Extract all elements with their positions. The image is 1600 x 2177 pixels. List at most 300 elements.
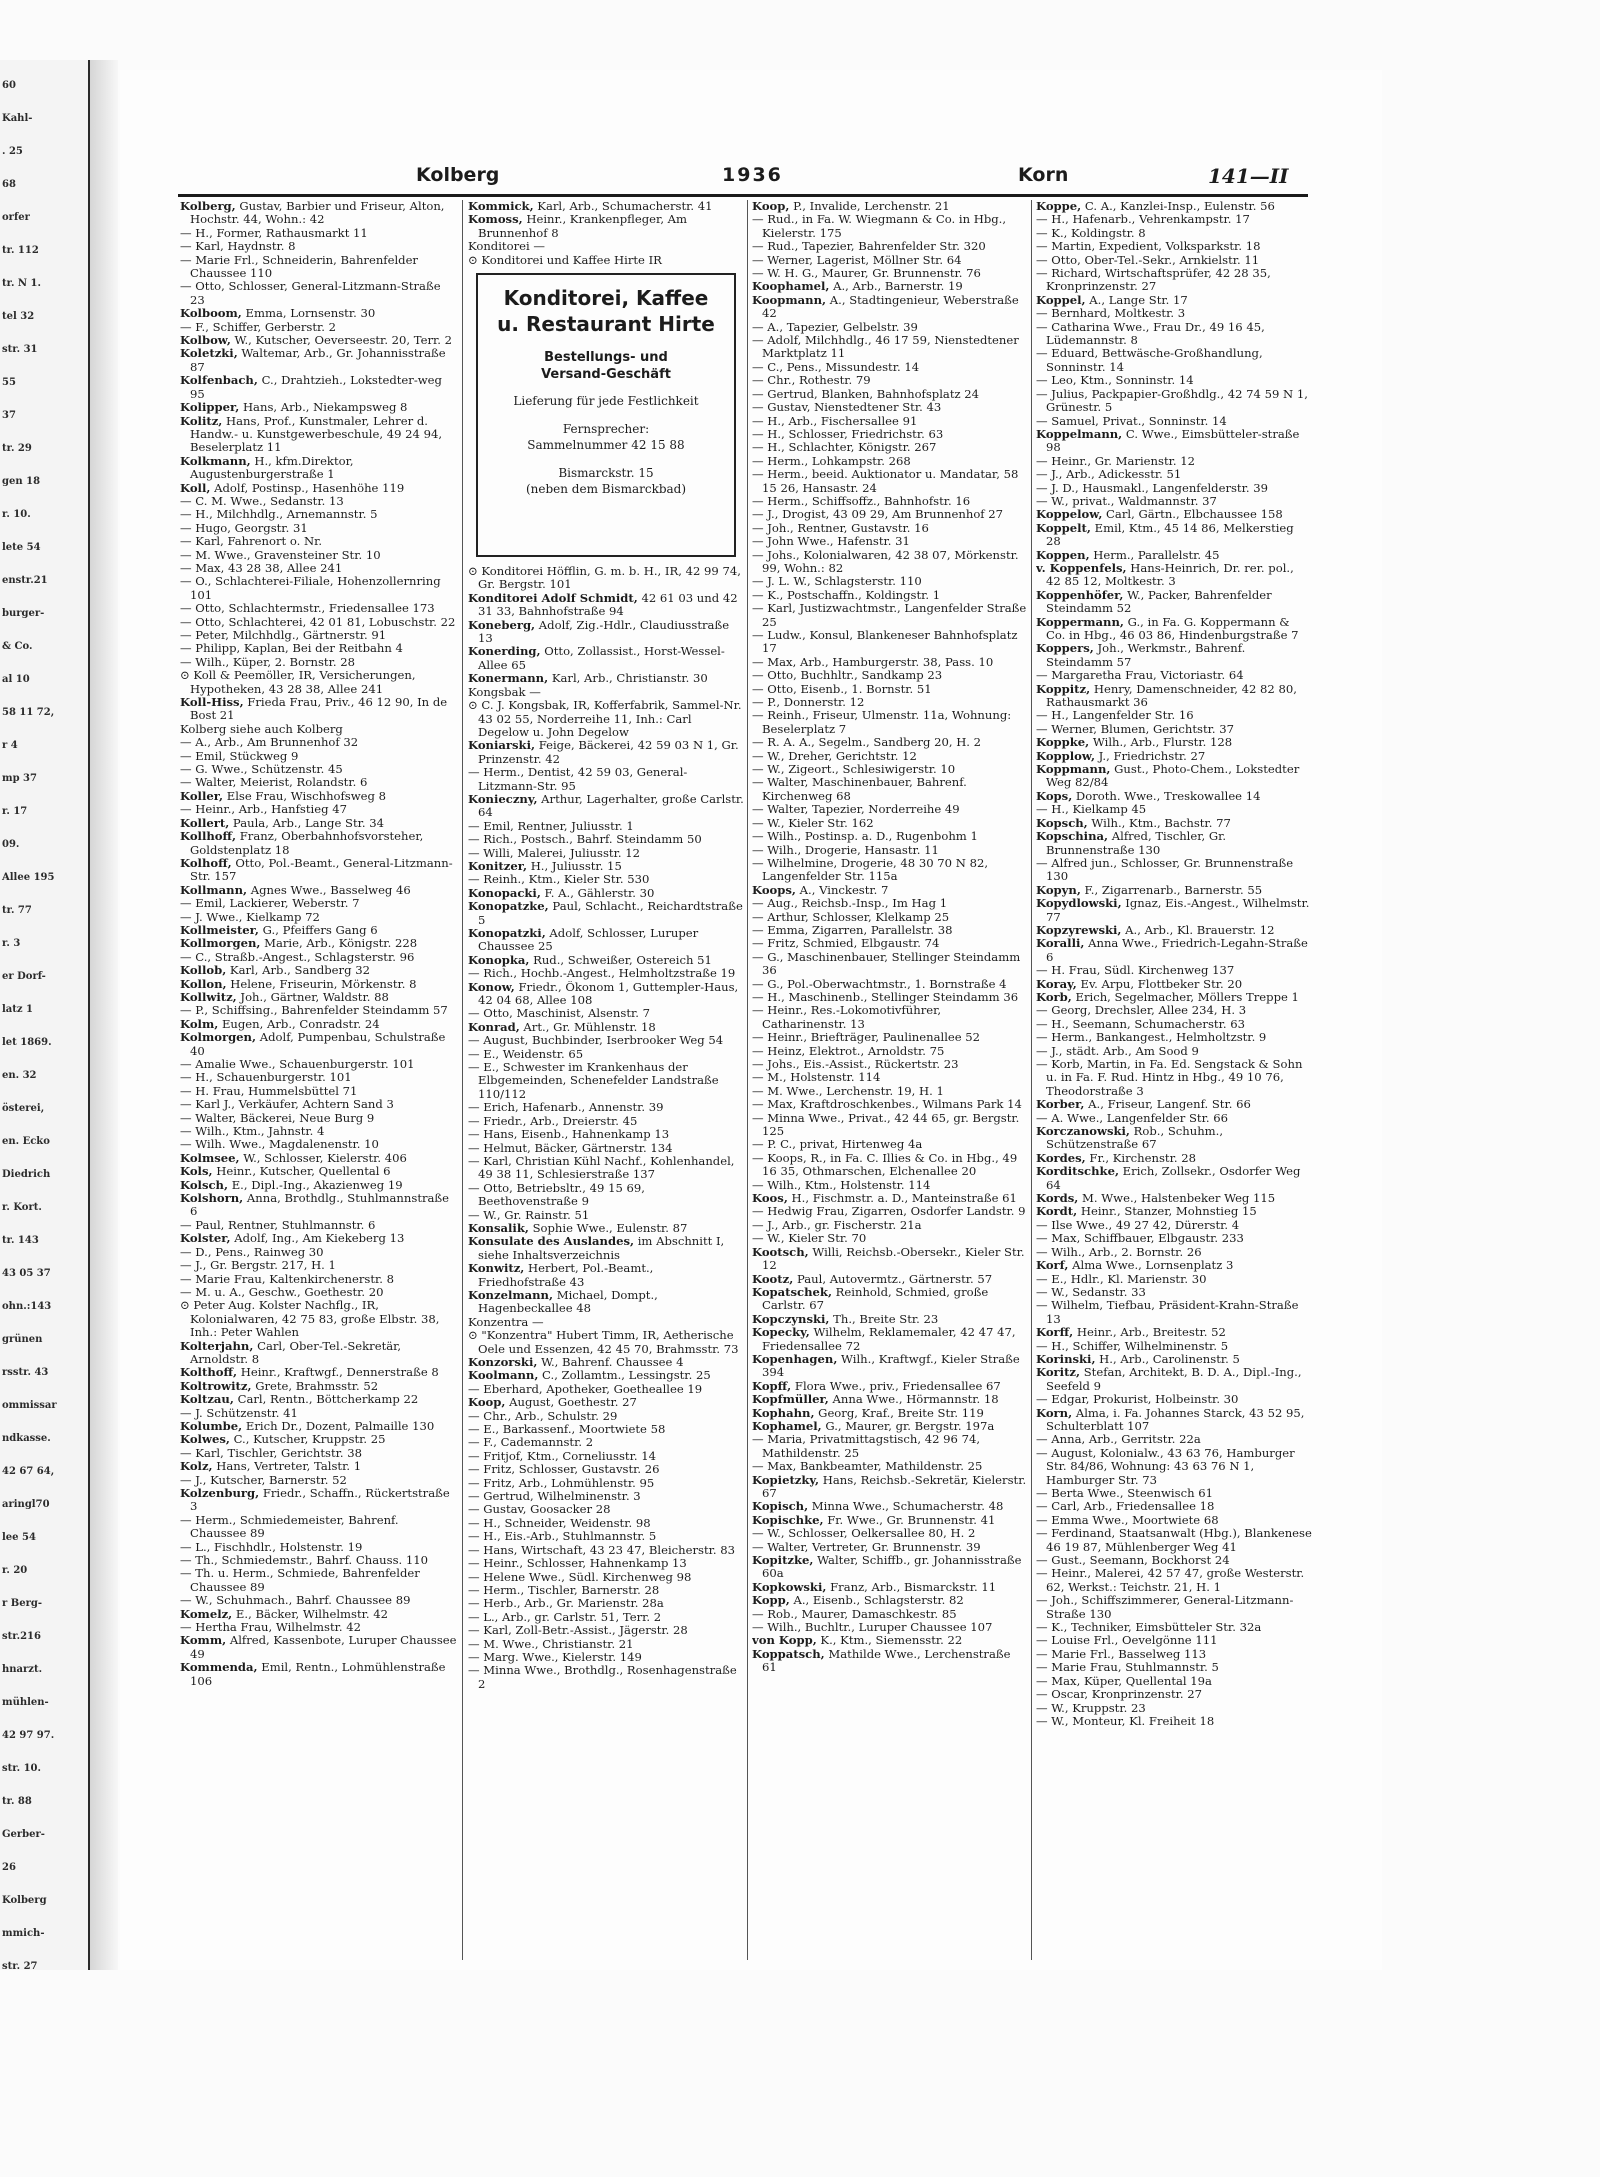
directory-entry: — Karl, Christian Kühl Nachf., Kohlenhandel, 49 38 11, Schlesierstraße 137 bbox=[468, 1154, 735, 1182]
directory-entry: — W., Sedanstr. 33 bbox=[1036, 1285, 1146, 1299]
directory-entry: Kolkmann, H., kfm.Direktor, Augustenburgerstraße 1 bbox=[180, 454, 354, 482]
directory-entry: — Heinr., Res.-Lokomotivführer, Catharinenstr. 13 bbox=[752, 1004, 942, 1031]
facing-page-text-fragment: Allee 195 bbox=[2, 872, 55, 883]
facing-page-text-fragment: 60 bbox=[2, 80, 16, 91]
directory-entry: Konopka, Rud., Schweißer, Ostereich 51 bbox=[468, 953, 712, 967]
facing-page-text-fragment: Kolberg bbox=[2, 1895, 47, 1906]
directory-entry: — Eberhard, Apotheker, Goetheallee 19 bbox=[468, 1382, 703, 1396]
directory-entry: Kopzyrewski, A., Arb., Kl. Brauerstr. 12 bbox=[1036, 923, 1275, 937]
directory-entry: — Gustav, Goosacker 28 bbox=[468, 1503, 611, 1517]
directory-entry: — W., Zigeort., Schlesiwigerstr. 10 bbox=[752, 763, 956, 777]
directory-entry: — Rob., Maurer, Damaschkestr. 85 bbox=[752, 1607, 957, 1621]
directory-entry: — Herm., beeid. Auktionator u. Mandatar, 58 15 26, Hansastr. 24 bbox=[752, 468, 1019, 495]
directory-entry: — Arthur, Schlosser, Klelkamp 25 bbox=[752, 910, 950, 924]
directory-entry: — H., Schlosser, Friedrichstr. 63 bbox=[752, 427, 944, 441]
directory-column-1 bbox=[180, 200, 458, 1960]
directory-entry: — Louise Frl., Oevelgönne 111 bbox=[1036, 1634, 1218, 1648]
directory-entry: Konditorei — bbox=[468, 240, 545, 254]
directory-entry: ⊙ C. J. Kongsbak, IR, Kofferfabrik, Sammel-Nr. 43 02 55, Norderreihe 11, Inh.: Carl Degelow u. John Degelow bbox=[468, 699, 742, 739]
directory-entry: — Rud., in Fa. W. Wiegmann & Co. in Hbg., Kielerstr. 175 bbox=[752, 213, 1007, 240]
facing-page-text-fragment: r. 17 bbox=[2, 806, 28, 817]
directory-entry: — Martin, Expedient, Volksparkstr. 18 bbox=[1036, 240, 1261, 254]
directory-entry: Kops, Doroth. Wwe., Treskowallee 14 bbox=[1036, 789, 1261, 803]
directory-entry: — W., Dreher, Gerichtstr. 12 bbox=[752, 749, 917, 763]
directory-entry: Kollhoff, Franz, Oberbahnhofsvorsteher, Goldstenplatz 18 bbox=[180, 830, 424, 857]
directory-entry: — Th., Schmiedemstr., Bahrf. Chauss. 110 bbox=[180, 1554, 429, 1568]
directory-entry: — W., Kieler Str. 162 bbox=[752, 816, 874, 830]
directory-entry: — A., Tapezier, Gelbelstr. 39 bbox=[752, 320, 918, 334]
column-divider bbox=[462, 200, 463, 1960]
directory-entry: — Amalie Wwe., Schauenburgerstr. 101 bbox=[180, 1058, 415, 1071]
directory-entry: — Karl, Haydnstr. 8 bbox=[180, 240, 296, 254]
directory-entry: — W., Kruppstr. 23 bbox=[1036, 1701, 1146, 1715]
directory-entry: — Herm., Tischler, Barnerstr. 28 bbox=[468, 1583, 660, 1597]
advertisement-box bbox=[476, 273, 736, 557]
directory-entry: Koltrowitz, Grete, Brahmsstr. 52 bbox=[180, 1379, 379, 1393]
ad-phone-number: Sammelnummer 42 15 88 bbox=[527, 438, 685, 453]
book-gutter bbox=[90, 60, 118, 1970]
directory-entry: — K., Techniker, Eimsbütteler Str. 32a bbox=[1036, 1621, 1262, 1635]
directory-entry: — P. C., privat, Hirtenweg 4a bbox=[752, 1138, 923, 1152]
directory-entry: — H. Frau, Hummelsbüttel 71 bbox=[180, 1084, 358, 1098]
directory-entry: Konopatzke, Paul, Schlacht., Reichardtstraße 5 bbox=[468, 900, 743, 927]
facing-page-text-fragment: hnarzt. bbox=[2, 1664, 43, 1675]
directory-entry: Kolster, Adolf, Ing., Am Kiekeberg 13 bbox=[180, 1232, 405, 1246]
directory-entry: — Fritz, Schmied, Elbgaustr. 74 bbox=[752, 937, 940, 951]
directory-entry: — H., Schneider, Weidenstr. 98 bbox=[468, 1516, 651, 1530]
directory-entry: Kophamel, G., Maurer, gr. Bergstr. 197a bbox=[752, 1419, 995, 1433]
directory-entry: Kolzenburg, Friedr., Schaffn., Rückertstraße 3 bbox=[180, 1487, 450, 1514]
facing-page-text-fragment: Gerber- bbox=[2, 1829, 45, 1840]
directory-entry: — W., Schuhmach., Bahrf. Chaussee 89 bbox=[180, 1594, 411, 1608]
directory-entry: Kopczynski, Th., Breite Str. 23 bbox=[752, 1312, 939, 1326]
directory-entry: — Aug., Reichsb.-Insp., Im Hag 1 bbox=[752, 897, 948, 911]
directory-entry: — H., Kielkamp 45 bbox=[1036, 803, 1147, 817]
directory-entry: Koniarski, Feige, Bäckerei, 42 59 03 N 1, Gr. Prinzenstr. 42 bbox=[468, 739, 739, 766]
directory-entry: — H., Schiffer, Wilhelminenstr. 5 bbox=[1036, 1339, 1229, 1353]
directory-entry: Koppitz, Henry, Damenschneider, 42 82 80, Rathausmarkt 36 bbox=[1036, 682, 1297, 710]
facing-page-text-fragment: latz 1 bbox=[2, 1004, 34, 1015]
directory-entry: Kolm, Eugen, Arb., Conradstr. 24 bbox=[180, 1017, 380, 1031]
directory-entry: Kollwitz, Joh., Gärtner, Waldstr. 88 bbox=[180, 990, 389, 1004]
directory-entry: ⊙ Konditorei Höfflin, G. m. b. H., IR, 42 99 74, Gr. Bergstr. 101 bbox=[468, 565, 741, 592]
facing-page-text-fragment: burger- bbox=[2, 608, 45, 619]
directory-entry: Kolberg siehe auch Kolberg bbox=[180, 722, 343, 736]
directory-entry: — Carl, Arb., Friedensallee 18 bbox=[1036, 1500, 1215, 1514]
directory-entry: Kopff, Flora Wwe., priv., Friedensallee 67 bbox=[752, 1379, 1001, 1393]
facing-page-text-fragment: ohn.:143 bbox=[2, 1301, 52, 1312]
directory-entry: — Otto, Buchhltr., Sandkamp 23 bbox=[752, 669, 943, 683]
directory-entry: — Herm., Schiffsoffz., Bahnhofstr. 16 bbox=[752, 494, 971, 508]
directory-entry: Konow, Friedr., Ökonom 1, Guttempler-Haus, 42 04 68, Allee 108 bbox=[468, 980, 739, 1008]
directory-entry: von Kopp, K., Ktm., Siemensstr. 22 bbox=[752, 1634, 963, 1648]
directory-entry: — Karl, Fahrenort o. Nr. bbox=[180, 535, 323, 549]
directory-entry: Konopatzki, Adolf, Schlosser, Luruper Chaussee 25 bbox=[468, 927, 699, 954]
facing-page-text-fragment: ndkasse. bbox=[2, 1433, 51, 1444]
directory-entry: — Otto, Schlosser, General-Litzmann-Straße 23 bbox=[180, 280, 441, 307]
directory-entry: — Wilh., Küper, 2. Bornstr. 28 bbox=[180, 655, 355, 669]
ad-tagline: Lieferung für jede Festlichkeit bbox=[513, 394, 699, 409]
directory-entry: Kopyn, F., Zigarrenarb., Barnerstr. 55 bbox=[1036, 883, 1263, 897]
facing-page-text-fragment: 42 97 97. bbox=[2, 1730, 55, 1741]
facing-page-text-fragment: tr. 112 bbox=[2, 245, 39, 256]
directory-entry: Kootsch, Willi, Reichsb.-Obersekr., Kieler Str. 12 bbox=[752, 1245, 1025, 1273]
directory-entry: — Erich, Hafenarb., Annenstr. 39 bbox=[468, 1101, 664, 1115]
directory-entry: — Otto, Schlachterei, 42 01 81, Lobuschstr. 22 bbox=[180, 615, 456, 629]
facing-page-text-fragment: ommissar bbox=[2, 1400, 57, 1411]
directory-entry: — Herm., Lohkampstr. 268 bbox=[752, 454, 911, 468]
facing-page-text-fragment: mp 37 bbox=[2, 773, 37, 784]
directory-entry: — H., Arb., Fischersallee 91 bbox=[752, 414, 918, 428]
directory-entry: — H. Frau, Südl. Kirchenweg 137 bbox=[1036, 964, 1235, 978]
directory-entry: Koppelmann, C. Wwe., Eimsbütteler-straße 98 bbox=[1036, 427, 1300, 455]
directory-entry: — Ferdinand, Staatsanwalt (Hbg.), Blankenese 46 19 87, Mühlenberger Weg 41 bbox=[1036, 1527, 1312, 1554]
directory-entry: — Willi, Malerei, Juliusstr. 12 bbox=[468, 846, 640, 860]
directory-column-3 bbox=[752, 200, 1028, 1960]
directory-entry: Kophahn, Georg, Kraf., Breite Str. 119 bbox=[752, 1406, 984, 1420]
directory-entry: — W., Gr. Rainstr. 51 bbox=[468, 1208, 590, 1222]
directory-entry: Kolipper, Hans, Arb., Niekampsweg 8 bbox=[180, 401, 408, 415]
directory-entry: — Hans, Wirtschaft, 43 23 47, Bleicherstr. 83 bbox=[468, 1543, 736, 1557]
facing-page-text-fragment: en. 32 bbox=[2, 1070, 37, 1081]
directory-entry: Kopietzky, Hans, Reichsb.-Sekretär, Kielerstr. 67 bbox=[752, 1473, 1027, 1500]
facing-page-text-fragment: er Dorf- bbox=[2, 971, 46, 982]
facing-page-text-fragment: gen 18 bbox=[2, 476, 41, 487]
directory-entry: — H., Langenfelder Str. 16 bbox=[1036, 709, 1194, 723]
directory-entry: Koppke, Wilh., Arb., Flurstr. 128 bbox=[1036, 736, 1233, 750]
directory-entry: Kolboom, Emma, Lornsenstr. 30 bbox=[180, 307, 376, 321]
column-divider bbox=[1031, 200, 1032, 1960]
directory-entry: ⊙ Peter Aug. Kolster Nachflg., IR, Kolonialwaren, 42 75 83, große Elbstr. 38, Inh.: Peter Wahlen bbox=[180, 1299, 440, 1340]
directory-entry: Kolshorn, Anna, Brothdlg., Stuhlmannstraße 6 bbox=[180, 1192, 450, 1219]
facing-page-text-fragment: let 1869. bbox=[2, 1037, 52, 1048]
directory-entry: — Rud., Tapezier, Bahrenfelder Str. 320 bbox=[752, 240, 986, 254]
directory-entry: Koralli, Anna Wwe., Friedrich-Legahn-Straße 6 bbox=[1036, 937, 1308, 964]
directory-entry: Kordes, Fr., Kirchenstr. 28 bbox=[1036, 1151, 1196, 1165]
directory-entry: Kollmorgen, Marie, Arb., Königstr. 228 bbox=[180, 937, 418, 951]
directory-entry: — John Wwe., Hafenstr. 31 bbox=[752, 535, 910, 549]
facing-page-text-fragment: 55 bbox=[2, 377, 16, 388]
directory-entry: — Karl, Zoll-Betr.-Assist., Jägerstr. 28 bbox=[468, 1624, 688, 1638]
directory-entry: — Philipp, Kaplan, Bei der Reitbahn 4 bbox=[180, 642, 403, 656]
directory-entry: — Herm., Schmiedemeister, Bahrenf. Chaussee 89 bbox=[180, 1513, 399, 1541]
directory-entry: — K., Postschaffn., Koldingstr. 1 bbox=[752, 588, 941, 602]
directory-entry: — Chr., Arb., Schulstr. 29 bbox=[468, 1409, 618, 1423]
column-divider bbox=[747, 200, 748, 1960]
directory-entry: — K., Koldingstr. 8 bbox=[1036, 226, 1146, 240]
ad-address-note: (neben dem Bismarckbad) bbox=[525, 482, 687, 497]
facing-page-text-fragment: 58 11 72, bbox=[2, 707, 55, 718]
directory-entry: — J., Kutscher, Barnerstr. 52 bbox=[180, 1473, 347, 1487]
directory-entry: Koppelow, Carl, Gärtn., Elbchaussee 158 bbox=[1036, 508, 1283, 522]
directory-entry: — Chr., Rothestr. 79 bbox=[752, 374, 871, 388]
directory-entry: — August, Kolonialw., 43 63 76, Hamburger Str. 84/86, Wohnung: 43 63 76 N 1, Hamburger Str. 73 bbox=[1036, 1446, 1295, 1487]
page-number: 141—II bbox=[1208, 164, 1289, 188]
facing-page-text-fragment: aringl70 bbox=[2, 1499, 50, 1510]
directory-entry: Korn, Alma, i. Fa. Johannes Starck, 43 52 95, Schulterblatt 107 bbox=[1036, 1406, 1305, 1433]
directory-entry: — H., Hafenarb., Vehrenkampstr. 17 bbox=[1036, 213, 1250, 227]
directory-entry: Kolz, Hans, Vertreter, Talstr. 1 bbox=[180, 1460, 362, 1474]
directory-entry: — G., Maschinenbauer, Stellinger Steindamm 36 bbox=[752, 950, 1021, 978]
directory-entry: — Otto, Eisenb., 1. Bornstr. 51 bbox=[752, 682, 932, 696]
facing-page-text-fragment: r. 20 bbox=[2, 1565, 28, 1576]
directory-entry: Konsulate des Auslandes, im Abschnitt I, siehe Inhaltsverzeichnis bbox=[468, 1235, 725, 1262]
facing-page-text-fragment: tel 32 bbox=[2, 311, 35, 322]
directory-entry: — Walter, Maschinenbauer, Bahrenf. Kirchenweg 68 bbox=[752, 776, 967, 803]
directory-entry: Koop, August, Goethestr. 27 bbox=[468, 1396, 637, 1410]
directory-entry: — Bernhard, Moltkestr. 3 bbox=[1036, 307, 1186, 321]
directory-entry: — Joh., Rentner, Gustavstr. 16 bbox=[752, 521, 929, 535]
directory-entry: — Koops, R., in Fa. C. Illies & Co. in Hbg., 49 16 35, Othmarschen, Elchenallee 20 bbox=[752, 1151, 1018, 1179]
directory-entry: — M. Wwe., Lerchenstr. 19, H. 1 bbox=[752, 1084, 944, 1098]
directory-entry: ⊙ Konditorei und Kaffee Hirte IR bbox=[468, 253, 662, 267]
directory-entry: — J., Gr. Bergstr. 217, H. 1 bbox=[180, 1259, 336, 1273]
directory-entry: — Marie Frau, Stuhlmannstr. 5 bbox=[1036, 1661, 1219, 1675]
directory-entry: Kolumbe, Erich Dr., Dozent, Palmaille 130 bbox=[180, 1419, 435, 1433]
directory-entry: — J., Arb., Adickesstr. 51 bbox=[1036, 468, 1182, 482]
directory-entry: — H., Milchhdlg., Arnemannstr. 5 bbox=[180, 508, 378, 522]
directory-entry: Korinski, H., Arb., Carolinenstr. 5 bbox=[1036, 1352, 1240, 1366]
facing-page-text-fragment: rsstr. 43 bbox=[2, 1367, 49, 1378]
directory-entry: — Samuel, Privat., Sonninstr. 14 bbox=[1036, 414, 1227, 428]
directory-entry: — J., Arb., gr. Fischerstr. 21a bbox=[752, 1218, 922, 1232]
facing-page-text-fragment: tr. 88 bbox=[2, 1796, 32, 1807]
directory-entry: — Max, Küper, Quellental 19a bbox=[1036, 1674, 1212, 1688]
directory-entry: Korb, Erich, Segelmacher, Möllers Treppe 1 bbox=[1036, 990, 1299, 1004]
directory-entry: Kolhoff, Otto, Pol.-Beamt., General-Litzmann-Str. 157 bbox=[180, 856, 453, 884]
facing-page-text-fragment: lee 54 bbox=[2, 1532, 36, 1543]
directory-entry: — C., Straßb.-Angest., Schlagsterstr. 96 bbox=[180, 950, 415, 964]
facing-page-text-fragment: str.216 bbox=[2, 1631, 41, 1642]
directory-entry: — Emil, Lackierer, Weberstr. 7 bbox=[180, 897, 360, 911]
directory-entry: — M. u. A., Geschw., Goethestr. 20 bbox=[180, 1285, 384, 1299]
directory-entry: — E., Schwester im Krankenhaus der Elbgemeinden, Schenefelder Landstraße 110/112 bbox=[468, 1061, 719, 1101]
directory-entry: — Herm., Bankangest., Helmholtzstr. 9 bbox=[1036, 1031, 1267, 1045]
directory-entry: ⊙ Koll & Peemöller, IR, Versicherungen, Hypotheken, 43 28 38, Allee 241 bbox=[180, 669, 416, 696]
facing-page-text-fragment: 68 bbox=[2, 179, 16, 190]
ad-title-line-2: u. Restaurant Hirte bbox=[497, 312, 715, 337]
directory-entry: — Walter, Meierist, Rolandstr. 6 bbox=[180, 776, 368, 790]
directory-entry: — H., Schauenburgerstr. 101 bbox=[180, 1071, 352, 1085]
directory-entry: — Herm., Dentist, 42 59 03, General-Litzmann-Str. 95 bbox=[468, 766, 688, 793]
facing-page-text-fragment: r. 10. bbox=[2, 509, 31, 520]
facing-page-fragment bbox=[0, 60, 90, 1970]
directory-entry: — Heinr., Gr. Marienstr. 12 bbox=[1036, 454, 1196, 468]
directory-entry: — F., Schiffer, Gerberstr. 2 bbox=[180, 320, 337, 334]
directory-entry: Kolfenbach, C., Drahtzieh., Lokstedter-weg 95 bbox=[180, 374, 442, 401]
directory-entry: Konrad, Art., Gr. Mühlenstr. 18 bbox=[468, 1020, 656, 1034]
directory-entry: Koppermann, G., in Fa. G. Koppermann & Co. in Hbg., 46 03 86, Hindenburgstraße 7 bbox=[1036, 615, 1299, 642]
directory-entry: — Max, Arb., Hamburgerstr. 38, Pass. 10 bbox=[752, 655, 994, 669]
directory-entry: — Paul, Rentner, Stuhlmannstr. 6 bbox=[180, 1218, 376, 1232]
directory-entry: — Emma, Zigarren, Parallelstr. 38 bbox=[752, 923, 953, 937]
directory-entry: Kongsbak — bbox=[468, 685, 541, 699]
directory-entry: Kommenda, Emil, Rentn., Lohmühlenstraße 106 bbox=[180, 1661, 446, 1688]
directory-entry: Kommick, Karl, Arb., Schumacherstr. 41 bbox=[468, 200, 713, 213]
directory-entry: — Wilh., Drogerie, Hansastr. 11 bbox=[752, 843, 939, 857]
ad-phone-label: Fernsprecher: bbox=[562, 422, 650, 437]
directory-entry: Kopkowski, Franz, Arb., Bismarckstr. 11 bbox=[752, 1580, 997, 1594]
directory-entry: — Georg, Drechsler, Allee 234, H. 3 bbox=[1036, 1004, 1247, 1018]
directory-entry: Kopfmüller, Anna Wwe., Hörmannstr. 18 bbox=[752, 1393, 999, 1407]
directory-entry: — Anna, Arb., Gerritstr. 22a bbox=[1036, 1433, 1201, 1447]
directory-entry: Komoss, Heinr., Krankenpfleger, Am Brunnenhof 8 bbox=[468, 213, 688, 240]
facing-page-text-fragment: 37 bbox=[2, 410, 16, 421]
directory-entry: Kopplow, J., Friedrichstr. 27 bbox=[1036, 749, 1206, 763]
directory-entry: — C., Pens., Missundestr. 14 bbox=[752, 360, 920, 374]
directory-entry: — Adolf, Milchhdlg., 46 17 59, Nienstedtener Marktplatz 11 bbox=[752, 334, 1019, 361]
directory-entry: Koppmann, Gust., Photo-Chem., Lokstedter Weg 82/84 bbox=[1036, 763, 1300, 790]
directory-entry: — Otto, Maschinist, Alsenstr. 7 bbox=[468, 1007, 650, 1021]
directory-entry: — M., Holstenstr. 114 bbox=[752, 1071, 881, 1085]
ad-subtitle-line-2: Versand-Geschäft bbox=[541, 367, 671, 383]
directory-entry: Koops, A., Vinckestr. 7 bbox=[752, 883, 889, 897]
directory-entry: — Johs., Kolonialwaren, 42 38 07, Mörkenstr. 99, Wohn.: 82 bbox=[752, 548, 1019, 575]
directory-entry: — C. M. Wwe., Sedanstr. 13 bbox=[180, 494, 344, 508]
header-right-word: Korn bbox=[1018, 164, 1069, 186]
directory-entry: Kolmsee, W., Schlosser, Kielerstr. 406 bbox=[180, 1151, 407, 1165]
directory-entry: Kolthoff, Heinr., Kraftwgf., Dennerstraße 8 bbox=[180, 1366, 439, 1380]
facing-page-text-fragment: 09. bbox=[2, 839, 20, 850]
directory-entry: Koller, Else Frau, Wischhofsweg 8 bbox=[180, 789, 387, 803]
facing-page-text-fragment: r. Kort. bbox=[2, 1202, 42, 1213]
facing-page-text-fragment: al 10 bbox=[2, 674, 30, 685]
directory-entry: — W. H. G., Maurer, Gr. Brunnenstr. 76 bbox=[752, 267, 981, 281]
directory-entry: Kols, Heinr., Kutscher, Quellental 6 bbox=[180, 1165, 391, 1179]
directory-entry: — H., Eis.-Arb., Stuhlmannstr. 5 bbox=[468, 1530, 657, 1544]
directory-entry: Koop, P., Invalide, Lerchenstr. 21 bbox=[752, 200, 950, 213]
directory-entry: — Heinz, Elektrot., Arnoldstr. 75 bbox=[752, 1044, 945, 1058]
directory-column-4 bbox=[1036, 200, 1312, 1960]
directory-entry: — Heinr., Arb., Hanfstieg 47 bbox=[180, 803, 347, 817]
directory-entry: Komelz, E., Bäcker, Wilhelmstr. 42 bbox=[180, 1607, 389, 1621]
directory-entry: — Margaretha Frau, Victoriastr. 64 bbox=[1036, 669, 1244, 683]
directory-entry: Kopydlowski, Ignaz, Eis.-Angest., Wilhelmstr. 77 bbox=[1036, 897, 1310, 924]
directory-entry: Koltzau, Carl, Rentn., Böttcherkamp 22 bbox=[180, 1393, 419, 1407]
directory-entry: — Oscar, Kronprinzenstr. 27 bbox=[1036, 1688, 1203, 1702]
facing-page-text-fragment: & Co. bbox=[2, 641, 33, 652]
directory-entry: — W., Schlosser, Oelkersallee 80, H. 2 bbox=[752, 1527, 976, 1541]
directory-entry: — Hertha Frau, Wilhelmstr. 42 bbox=[180, 1621, 362, 1635]
directory-entry: — Wilh., Arb., 2. Bornstr. 26 bbox=[1036, 1245, 1202, 1259]
directory-entry: — August, Buchbinder, Iserbrooker Weg 54 bbox=[468, 1034, 724, 1048]
directory-entry: — Otto, Betriebsltr., 49 15 69, Beethovenstraße 9 bbox=[468, 1181, 645, 1209]
directory-entry: — Walter, Tapezier, Norderreihe 49 bbox=[752, 803, 960, 817]
header-left-word: Kolberg bbox=[416, 164, 500, 186]
directory-entry: Konzelmann, Michael, Dompt., Hagenbeckallee 48 bbox=[468, 1288, 658, 1316]
directory-entry: — L., Arb., gr. Carlstr. 51, Terr. 2 bbox=[468, 1610, 662, 1624]
directory-entry: — Gust., Seemann, Bockhorst 24 bbox=[1036, 1554, 1230, 1568]
directory-entry: — Max, Schiffbauer, Elbgaustr. 233 bbox=[1036, 1232, 1244, 1246]
directory-entry: — O., Schlachterei-Filiale, Hohenzollernring 101 bbox=[180, 575, 441, 602]
directory-entry: — Wilh., Buchltr., Luruper Chaussee 107 bbox=[752, 1621, 993, 1635]
directory-entry: — J. Schützenstr. 41 bbox=[180, 1406, 298, 1420]
directory-entry: — F., Cademannstr. 2 bbox=[468, 1436, 594, 1450]
directory-entry: — Wilh. Wwe., Magdalenenstr. 10 bbox=[180, 1138, 379, 1152]
directory-entry: — Helene Wwe., Südl. Kirchenweg 98 bbox=[468, 1570, 692, 1584]
directory-entry: — Heinr., Malerei, 42 57 47, große Westerstr. 62, Werkst.: Teichstr. 21, H. 1 bbox=[1036, 1567, 1305, 1594]
directory-entry: — Otto, Schlachtermstr., Friedensallee 173 bbox=[180, 602, 435, 616]
directory-entry: Kootz, Paul, Autovermtz., Gärtnerstr. 57 bbox=[752, 1272, 993, 1286]
directory-entry: Koll, Adolf, Postinsp., Hasenhöhe 119 bbox=[180, 481, 405, 495]
directory-entry: Kopp, A., Eisenb., Schlagsterstr. 82 bbox=[752, 1594, 964, 1608]
directory-entry: — Marie Frl., Schneiderin, Bahrenfelder Chaussee 110 bbox=[180, 253, 418, 281]
facing-page-text-fragment: tr. N 1. bbox=[2, 278, 41, 289]
directory-entry: — M. Wwe., Christianstr. 21 bbox=[468, 1637, 634, 1651]
directory-entry: Koppen, Herm., Parallelstr. 45 bbox=[1036, 548, 1220, 562]
directory-entry: — H., Former, Rathausmarkt 11 bbox=[180, 226, 368, 240]
directory-entry: Kopenhagen, Wilh., Kraftwgf., Kieler Straße 394 bbox=[752, 1352, 1020, 1380]
directory-entry: — Marie Frau, Kaltenkirchenerstr. 8 bbox=[180, 1272, 395, 1286]
directory-entry: — Emma Wwe., Moortwiete 68 bbox=[1036, 1513, 1219, 1527]
directory-entry: — Gertrud, Wilhelminenstr. 3 bbox=[468, 1490, 641, 1504]
directory-entry: Koritz, Stefan, Architekt, B. D. A., Dipl.-Ing., Seefeld 9 bbox=[1036, 1366, 1302, 1393]
directory-entry: — J. Wwe., Kielkamp 72 bbox=[180, 910, 320, 924]
directory-entry: — Friedr., Arb., Dreierstr. 45 bbox=[468, 1114, 638, 1128]
facing-page-text-fragment: str. 10. bbox=[2, 1763, 41, 1774]
directory-entry: Konieczny, Arthur, Lagerhalter, große Carlstr. 64 bbox=[468, 792, 744, 820]
directory-entry: Kollmeister, G., Pfeiffers Gang 6 bbox=[180, 923, 378, 937]
directory-entry: Kollon, Helene, Friseurin, Mörkenstr. 8 bbox=[180, 977, 417, 991]
directory-entry: — Hugo, Georgstr. 31 bbox=[180, 521, 308, 535]
directory-entry: — Rich., Postsch., Bahrf. Steindamm 50 bbox=[468, 833, 702, 847]
directory-entry: — Wilh., Postinsp. a. D., Rugenbohm 1 bbox=[752, 830, 978, 844]
directory-entry: — H., Maschinenb., Stellinger Steindamm 36 bbox=[752, 990, 1019, 1004]
directory-entry: — W., Kieler Str. 70 bbox=[752, 1232, 867, 1246]
facing-page-text-fragment: r Berg- bbox=[2, 1598, 42, 1609]
facing-page-text-fragment: . 25 bbox=[2, 146, 23, 157]
directory-entry: Kolmorgen, Adolf, Pumpenbau, Schulstraße 40 bbox=[180, 1031, 446, 1058]
directory-entry: — Werner, Blumen, Gerichtstr. 37 bbox=[1036, 722, 1234, 736]
directory-entry: — Max, Bankbeamter, Mathildenstr. 25 bbox=[752, 1460, 983, 1474]
directory-entry: Kords, M. Wwe., Halstenbeker Weg 115 bbox=[1036, 1192, 1276, 1206]
directory-entry: Korditschke, Erich, Zollsekr., Osdorfer Weg 64 bbox=[1036, 1165, 1301, 1192]
directory-entry: — R. A. A., Segelm., Sandberg 20, H. 2 bbox=[752, 736, 982, 750]
directory-entry: Koneberg, Adolf, Zig.-Hdlr., Claudiusstraße 13 bbox=[468, 618, 730, 646]
directory-entry: Koopmann, A., Stadtingenieur, Weberstraße 42 bbox=[752, 293, 1019, 321]
directory-entry: — Marie Frl., Basselweg 113 bbox=[1036, 1647, 1207, 1661]
directory-entry: v. Koppenfels, Hans-Heinrich, Dr. rer. pol., 42 85 12, Moltkestr. 3 bbox=[1036, 561, 1294, 589]
directory-entry: Konopacki, F. A., Gählerstr. 30 bbox=[468, 886, 655, 900]
directory-entry: — Wilh., Ktm., Jahnstr. 4 bbox=[180, 1125, 325, 1139]
directory-entry: Koophamel, A., Arb., Barnerstr. 19 bbox=[752, 280, 963, 294]
directory-entry: — J., Drogist, 43 09 29, Am Brunnenhof 27 bbox=[752, 508, 1004, 522]
directory-entry: Konitzer, H., Juliusstr. 15 bbox=[468, 859, 622, 873]
directory-entry: Kollmann, Agnes Wwe., Basselweg 46 bbox=[180, 883, 411, 897]
directory-entry: Koppers, Joh., Werkmstr., Bahrenf. Steindamm 57 bbox=[1036, 642, 1246, 669]
directory-entry: Koos, H., Fischmstr. a. D., Manteinstraße 61 bbox=[752, 1192, 1017, 1206]
ad-title-line-1: Konditorei, Kaffee bbox=[503, 286, 709, 311]
directory-entry: Kolsch, E., Dipl.-Ing., Akazienweg 19 bbox=[180, 1178, 403, 1192]
directory-entry: — Wilh., Ktm., Holstenstr. 114 bbox=[752, 1178, 931, 1192]
directory-entry: — Th. u. Herm., Schmiede, Bahrenfelder Chaussee 89 bbox=[180, 1567, 420, 1594]
directory-entry: Koppatsch, Mathilde Wwe., Lerchenstraße 61 bbox=[752, 1647, 1011, 1675]
directory-entry: — P., Schiffsing., Bahrenfelder Steindamm 57 bbox=[180, 1004, 448, 1018]
directory-entry: — Max, 43 28 38, Allee 241 bbox=[180, 561, 343, 575]
directory-entry: — Heinr., Briefträger, Paulinenallee 52 bbox=[752, 1031, 981, 1045]
directory-entry: Kopschina, Alfred, Tischler, Gr. Brunnenstraße 130 bbox=[1036, 830, 1227, 857]
facing-page-text-fragment: mühlen- bbox=[2, 1697, 49, 1708]
facing-page-text-fragment: Kahl- bbox=[2, 113, 33, 124]
directory-entry: — Reinh., Ktm., Kieler Str. 530 bbox=[468, 873, 650, 887]
directory-entry: — A. Wwe., Langenfelder Str. 66 bbox=[1036, 1111, 1228, 1125]
directory-entry: — Minna Wwe., Brothdlg., Rosenhagenstraße 2 bbox=[468, 1664, 737, 1691]
directory-entry: Koppel, A., Lange Str. 17 bbox=[1036, 293, 1188, 307]
directory-entry: — Peter, Milchhdlg., Gärtnerstr. 91 bbox=[180, 629, 387, 642]
facing-page-text-fragment: mmich- bbox=[2, 1928, 45, 1939]
directory-entry: — Hans, Eisenb., Hahnenkamp 13 bbox=[468, 1128, 670, 1142]
directory-entry: Kollert, Paula, Arb., Lange Str. 34 bbox=[180, 816, 385, 830]
